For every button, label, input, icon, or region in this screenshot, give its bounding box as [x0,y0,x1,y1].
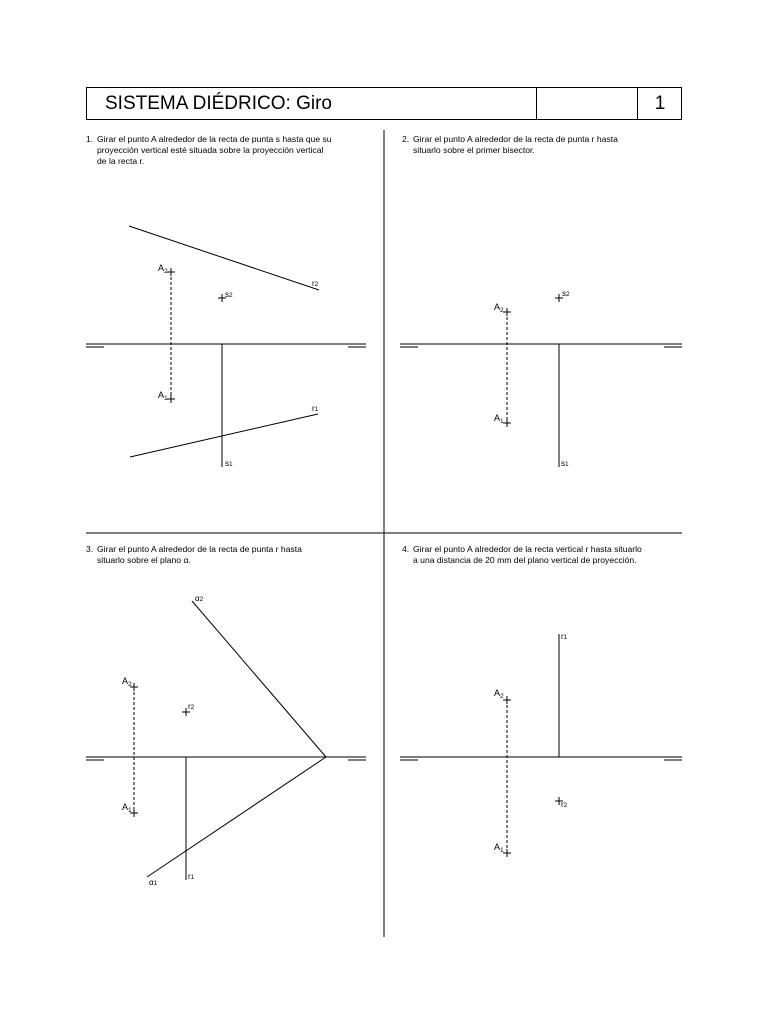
label-r1: r1 [188,872,195,881]
problem-2-diagram [400,294,682,467]
line-r1 [130,414,318,457]
plane-trace-alpha1 [147,757,326,877]
statement-line: Girar el punto A alrededor de la recta de punta r hasta [97,544,302,554]
label-r1: r1 [561,632,568,641]
statement-line: proyección vertical esté situada sobre la proyección vertical [97,145,324,155]
point-A2-cross [503,696,511,704]
title-main: SISTEMA DIÉDRICO: [105,93,297,114]
label-A1: $A_1$ [122,802,132,814]
problem-4-diagram [400,634,682,857]
label-A2: $A_2$ [494,688,504,700]
point-A1-cross [503,849,511,857]
problem-number: 1. [86,134,94,144]
problem-1-diagram [86,226,366,467]
problem-3-diagram [86,601,366,880]
label-r1: r1 [312,404,319,413]
problem-number: 2. [402,134,410,144]
statement-line: a una distancia de 20 mm del plano vertical de proyección. [413,555,637,565]
line-r2 [129,226,319,290]
label-alpha1: α1 [149,878,158,887]
point-A1-cross [503,419,511,427]
label-A1: $A_1$ [158,390,168,402]
label-A1: $A_1$ [494,842,504,854]
statement-line: situarlo sobre el plano α. [97,555,191,565]
label-A2: $A_2$ [494,302,504,314]
label-s1: s1 [225,459,233,468]
point-A2-cross [503,308,511,316]
point-A1-cross [167,395,175,403]
problem-number: 3. [86,544,94,554]
statement-line: Girar el punto A alrededor de la recta de punta s hasta que su [97,134,332,144]
label-r2: r2 [312,279,319,288]
statement-line: Girar el punto A alrededor de la recta vertical r hasta situarlo [413,544,642,554]
sheet-number: 1 [654,93,666,114]
title-sub: Giro [296,93,332,114]
statement-line: de la recta r. [97,156,145,166]
plane-trace-alpha2 [192,601,326,757]
label-A2: $A_2$ [158,263,168,275]
label-A2: $A_2$ [122,676,132,688]
statement-line: Girar el punto A alrededor de la recta de punta r hasta [413,134,618,144]
label-r2: r2 [561,800,568,809]
label-s2: s2 [225,290,233,299]
label-r2: r2 [188,702,195,711]
label-s2: s2 [562,289,570,298]
problem-number: 4. [402,544,410,554]
label-A1: $A_1$ [494,413,504,425]
label-alpha2: α2 [195,594,204,603]
point-A2-cross [167,268,175,276]
statement-line: situarlo sobre el primer bisector. [413,145,535,155]
label-s1: s1 [561,459,569,468]
